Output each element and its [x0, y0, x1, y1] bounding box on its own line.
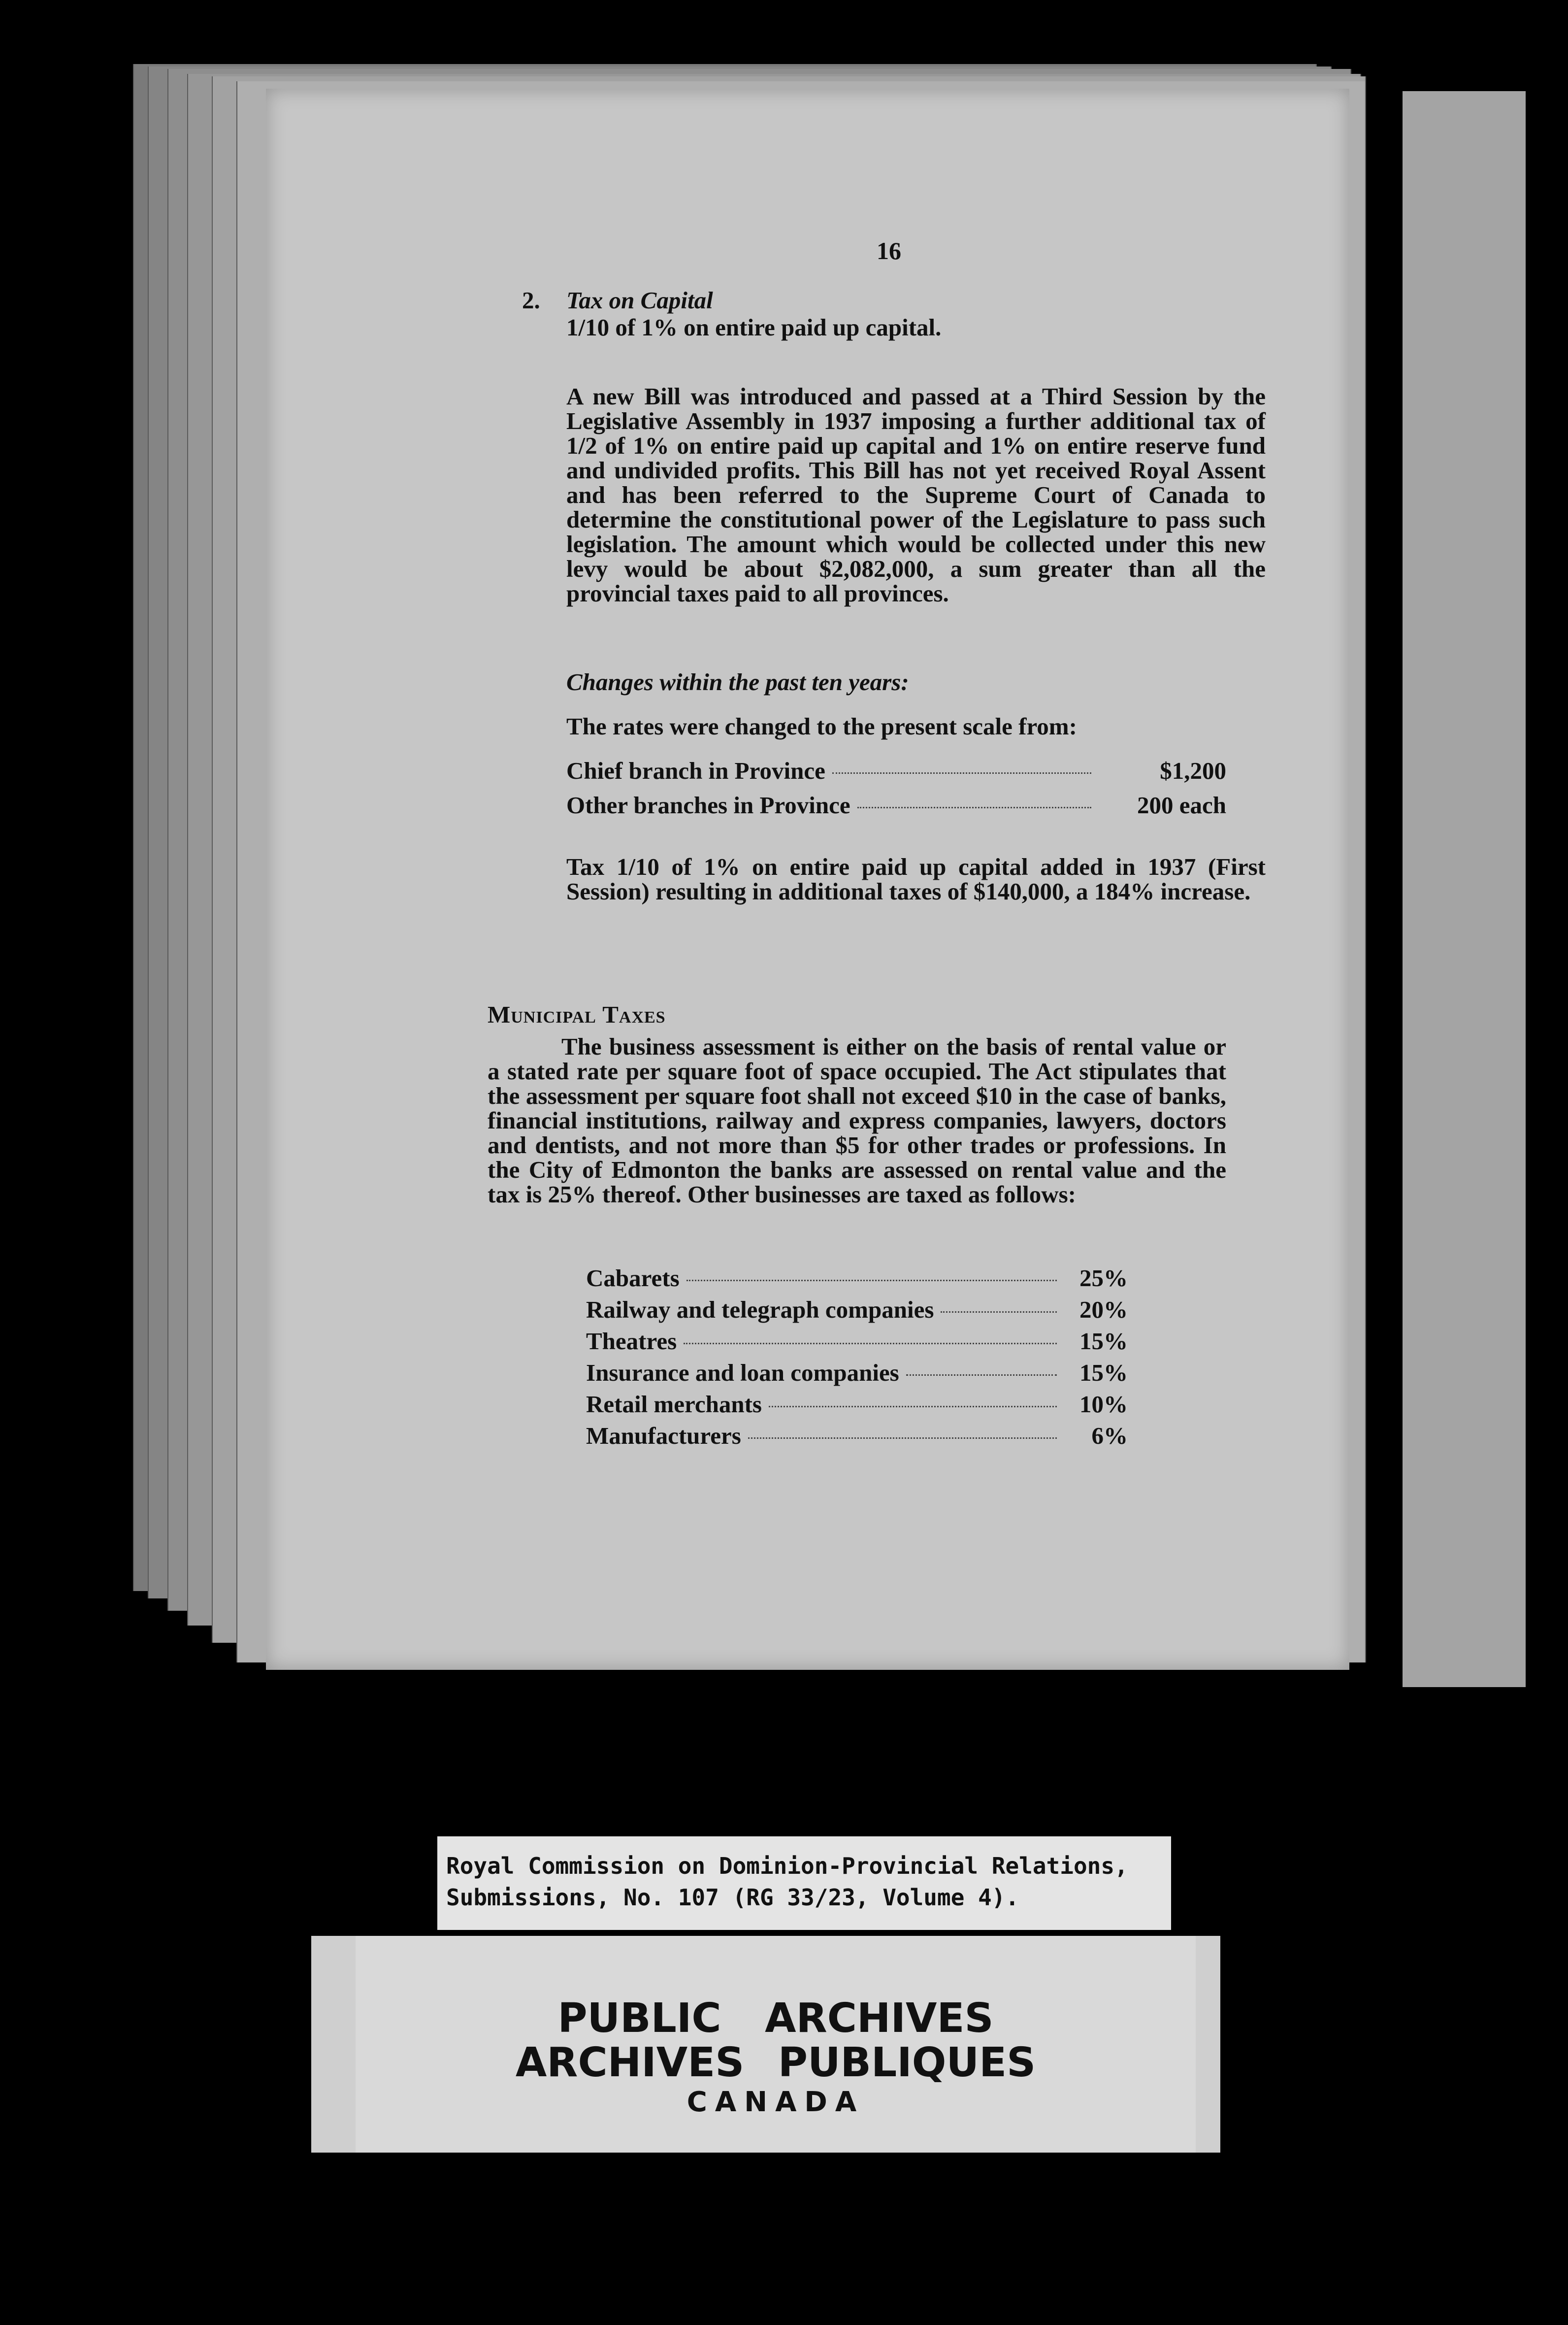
rate-row [586, 1361, 1128, 1392]
changes-row [566, 759, 1226, 793]
rate-value: 6% [1091, 1422, 1128, 1449]
adjacent-page-strip [1403, 91, 1526, 1687]
leader-dots [857, 807, 1091, 808]
changes-heading: Changes within the past ten years: [566, 668, 909, 696]
rate-row [586, 1424, 1128, 1455]
rate-row [586, 1266, 1128, 1297]
row-label: Other branches in Province [566, 792, 850, 819]
leader-dots [941, 1311, 1057, 1313]
new-bill-paragraph: A new Bill was introduced and passed at a Third Session by the Legislative Assembly in 1937 imposing a further additional tax of 1/2 of 1% on entire paid up capital and 1% on entire reserve fund and undivided profits. This Bill has not yet received Royal Assent and has been referred to the Supreme Court of Canada to determine the constitutional power of the Legislature to pass such legislation. The amount which would be collected under this new levy would be about $2,082,000, a sum greater than all the provincial taxes paid to all provinces. [566, 383, 1266, 607]
stamp-line: PUBLIC ARCHIVES [557, 1995, 994, 2042]
rate-label: Theatres [586, 1328, 677, 1355]
changes-note: Tax 1/10 of 1% on entire paid up capital added in 1937 (First Session) resulting in additional taxes of $140,000, a 184% increase. [566, 853, 1266, 905]
leader-dots [832, 772, 1091, 774]
archives-stamp [311, 1936, 1220, 2153]
page-number: 16 [877, 237, 901, 265]
rate-value: 15% [1079, 1328, 1128, 1355]
rate-row [586, 1392, 1128, 1424]
rate-label: Manufacturers [586, 1422, 741, 1449]
section-number: 2. [522, 287, 540, 314]
rate-label: Insurance and loan companies [586, 1359, 899, 1386]
rate-label: Railway and telegraph companies [586, 1296, 934, 1323]
rate-row [586, 1297, 1128, 1329]
leader-dots [748, 1437, 1057, 1439]
rate-row [586, 1329, 1128, 1361]
stamp-panel [356, 1936, 1196, 2153]
section-heading: Tax on Capital [566, 287, 713, 314]
stamp-line: ARCHIVES PUBLIQUES [515, 2039, 1036, 2086]
rate-label: Retail merchants [586, 1391, 762, 1418]
rate-value: 15% [1079, 1359, 1128, 1386]
stamp-line: CANADA [686, 2086, 865, 2118]
row-label: Chief branch in Province [566, 757, 825, 784]
leader-dots [769, 1406, 1057, 1407]
leader-dots [684, 1343, 1057, 1344]
municipal-heading: Municipal Taxes [488, 1001, 666, 1028]
changes-intro: The rates were changed to the present scale from: [566, 713, 1077, 740]
capital-rate-line: 1/10 of 1% on entire paid up capital. [566, 314, 942, 341]
municipal-paragraph [488, 1034, 1226, 1207]
rate-label: Cabarets [586, 1264, 680, 1292]
document-page [266, 89, 1349, 1670]
caption-line: Submissions, No. 107 (RG 33/23, Volume 4). [446, 1884, 1019, 1911]
changes-table [566, 759, 1226, 828]
municipal-rates-table [586, 1266, 1128, 1455]
row-value: 200 each [1137, 792, 1226, 819]
row-value: $1,200 [1160, 757, 1226, 784]
rate-value: 25% [1079, 1264, 1128, 1292]
rate-value: 20% [1079, 1296, 1128, 1323]
leader-dots [686, 1280, 1057, 1281]
archive-caption [437, 1836, 1171, 1930]
changes-row [566, 793, 1226, 828]
leader-dots [906, 1374, 1057, 1376]
municipal-paragraph-text: The business assessment is either on the basis of rental value or a stated rate per square foot of space occupied. The Act stipulates that the assessment per square foot shall not exceed $10 in the case of banks, financial institutions, railway and express companies, lawyers, doctors and dentists, and not more than $5 for other trades or professions. In the City of Edmonton the banks are assessed on rental value and the tax is 25% thereof. Other businesses are taxed as follows: [488, 1033, 1226, 1208]
caption-line: Royal Commission on Dominion-Provincial Relations, [446, 1853, 1128, 1879]
rate-value: 10% [1079, 1391, 1128, 1418]
